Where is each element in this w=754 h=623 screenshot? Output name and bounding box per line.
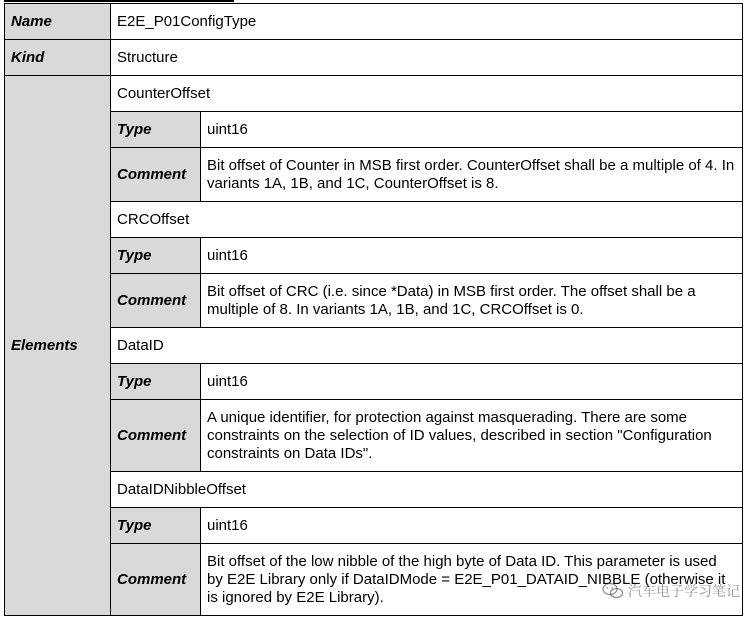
- type-label: Type: [111, 364, 201, 400]
- comment-value: A unique identifier, for protection against masquerading. There are some constraints on the selection of ID values, described in section "Configuration constraints on Data IDs".: [201, 400, 743, 472]
- name-label: Name: [5, 4, 111, 40]
- element-name: DataID: [111, 328, 743, 364]
- element-type-row: [5, 364, 743, 400]
- wechat-icon: [602, 582, 624, 600]
- element-type-row: [5, 112, 743, 148]
- element-name: CounterOffset: [111, 76, 743, 112]
- name-value: E2E_P01ConfigType: [111, 4, 743, 40]
- element-type-row: [5, 238, 743, 274]
- name-row: [5, 4, 743, 40]
- comment-value: Bit offset of the low nibble of the high byte of Data ID. This parameter is used by E2E Library only if DataIDMode = E2E_P01_DATAID_NIBBLE (otherwise it is ignored by E2E Library).: [201, 544, 743, 616]
- element-comment-row: [5, 148, 743, 202]
- element-comment-row: [5, 544, 743, 616]
- watermark-text: 汽车电子学习笔记: [628, 584, 740, 600]
- element-comment-row: [5, 274, 743, 328]
- comment-value: Bit offset of Counter in MSB first order. CounterOffset shall be a multiple of 4. In variants 1A, 1B, and 1C, CounterOffset is 8.: [201, 148, 743, 202]
- config-type-table: [4, 3, 743, 616]
- element-name-row: [5, 328, 743, 364]
- kind-label: Kind: [5, 40, 111, 76]
- element-name-row: [5, 472, 743, 508]
- element-name-row: [5, 76, 743, 112]
- type-label: Type: [111, 112, 201, 148]
- comment-label: Comment: [111, 148, 201, 202]
- type-value: uint16: [201, 364, 743, 400]
- kind-row: [5, 40, 743, 76]
- element-name: DataIDNibbleOffset: [111, 472, 743, 508]
- type-value: uint16: [201, 508, 743, 544]
- type-value: uint16: [201, 238, 743, 274]
- type-label: Type: [111, 238, 201, 274]
- watermark: [602, 581, 740, 601]
- type-value: uint16: [201, 112, 743, 148]
- type-label: Type: [111, 508, 201, 544]
- comment-label: Comment: [111, 400, 201, 472]
- kind-value: Structure: [111, 40, 743, 76]
- comment-value: Bit offset of CRC (i.e. since *Data) in MSB first order. The offset shall be a multiple of 8. In variants 1A, 1B, and 1C, CRCOffset is 0.: [201, 274, 743, 328]
- element-comment-row: [5, 400, 743, 472]
- elements-label: Elements: [5, 76, 111, 616]
- comment-label: Comment: [111, 544, 201, 616]
- element-name-row: [5, 202, 743, 238]
- element-name: CRCOffset: [111, 202, 743, 238]
- element-type-row: [5, 508, 743, 544]
- comment-label: Comment: [111, 274, 201, 328]
